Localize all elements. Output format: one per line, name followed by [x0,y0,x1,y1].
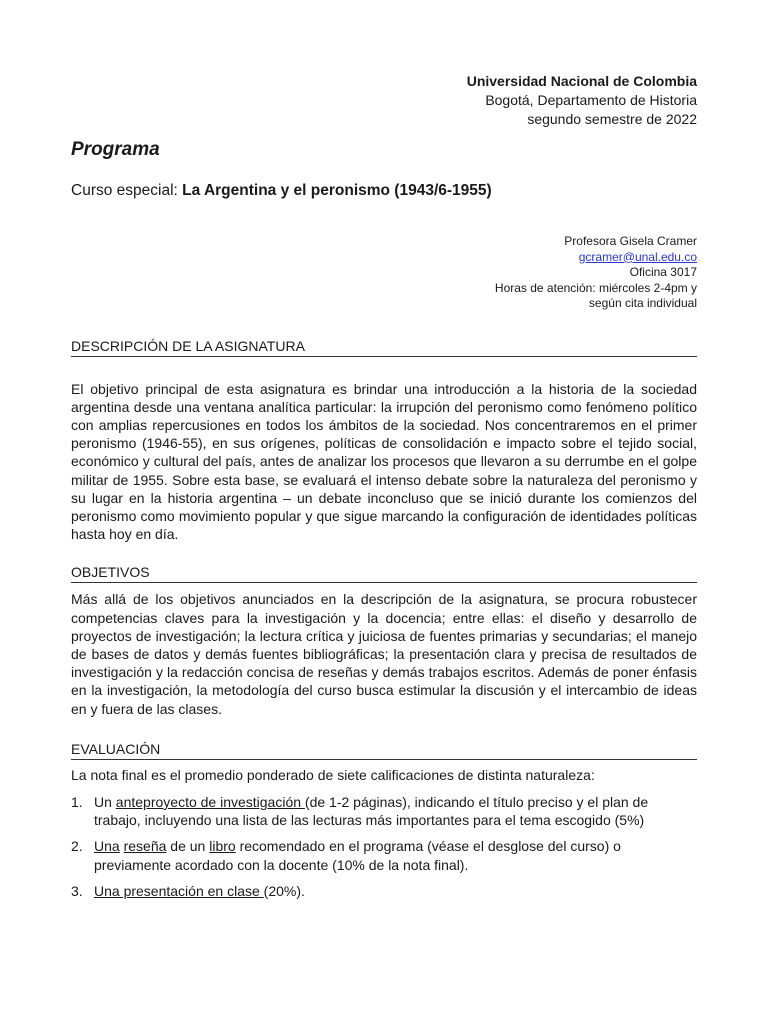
professor-info [71,234,697,312]
evaluation-list [71,793,697,900]
list-item [71,793,697,829]
document-title: Programa [71,139,160,160]
professor-name: Profesora Gisela Cramer [564,234,697,248]
office-hours-line1: Horas de atención: miércoles 2-4pm y [494,280,697,295]
department-name: Bogotá, Departamento de Historia [485,92,697,108]
professor-email-link[interactable]: gcramer@unal.edu.co [578,249,697,264]
item-text: (de 1-2 páginas), indicando el título preciso y el plan de trabajo, incluyendo una lista de las lecturas más importantes para el tema escogido (5%) [94,793,649,829]
item-text: Un [94,793,116,810]
item-text: de un [166,838,210,855]
course-prefix: Curso especial: [71,182,183,199]
institution-header [71,72,697,129]
course-title-line [71,181,697,201]
section-heading-descripcion: DESCRIPCIÓN DE LA ASIGNATURA [71,337,697,357]
item-text: recomendado en el programa (véase el desglose del curso) o previamente acordado con la docente (10% de la nota final). [94,838,621,873]
office-number: Oficina 3017 [629,265,697,279]
list-item-number: 2. [71,838,83,855]
item-underlined-text: Una presentación en clase [94,882,264,899]
descripcion-paragraph: El objetivo principal de esta asignatura es brindar una introducción a la historia de la sociedad argentina desde una ventana analítica particular: la irrupción del peronismo como fenómeno político con amplias repercusiones en todos los ámbitos de la sociedad. Nos concentraremos en el primer peronismo (1946-55), en sus orígenes, políticas de consolidación e impacto sobre el tejido social, económico y cultural del país, antes de analizar los procesos que llevaron a su derrumbe en el golpe militar de 1955. Sobre esta base, se evaluará el intenso debate sobre la naturaleza del peronismo y su lugar en la historia argentina – un debate inconcluso que se inició durante los comienzos del peronismo como movimiento popular y que sigue marcando la configuración de identidades políticas hasta hoy en día. [71,380,697,543]
list-item [71,882,697,900]
university-name: Universidad Nacional de Colombia [466,73,697,89]
office-hours-line2: según cita individual [588,296,697,310]
section-heading-objetivos: OBJETIVOS [71,563,697,583]
item-underlined-text: libro [209,838,236,855]
section-heading-evaluacion: EVALUACIÓN [71,740,697,760]
evaluacion-intro: La nota final es el promedio ponderado de siete calificaciones de distinta naturaleza: [71,766,595,783]
objetivos-paragraph: Más allá de los objetivos anunciados en la descripción de la asignatura, se procura robustecer competencias claves para la investigación y la docencia; entre ellas: el diseño y desarrollo de proyectos de investigación; la lectura crítica y juiciosa de fuentes primarias y secundarias; el manejo de bases de datos y demás fuentes bibliográficas; la presentación clara y precisa de resultados de investigación y la redacción concisa de reseñas y demás trabajos escritos. Además de poner énfasis en la investigación, la metodología del curso busca estimular la discusión y el intercambio de ideas en y fuera de las clases. [71,591,697,717]
list-item [71,837,697,873]
semester-label: segundo semestre de 2022 [527,111,697,127]
item-text: (20%). [263,882,305,899]
document-content [71,72,697,908]
item-underlined-text: Una [94,838,120,855]
list-item-number: 3. [71,882,83,899]
item-underlined-text: anteproyecto de investigación [115,793,305,810]
course-name: La Argentina y el peronismo (1943/6-1955) [182,182,492,199]
list-item-number: 1. [71,793,83,810]
item-underlined-text: reseña [123,838,167,855]
